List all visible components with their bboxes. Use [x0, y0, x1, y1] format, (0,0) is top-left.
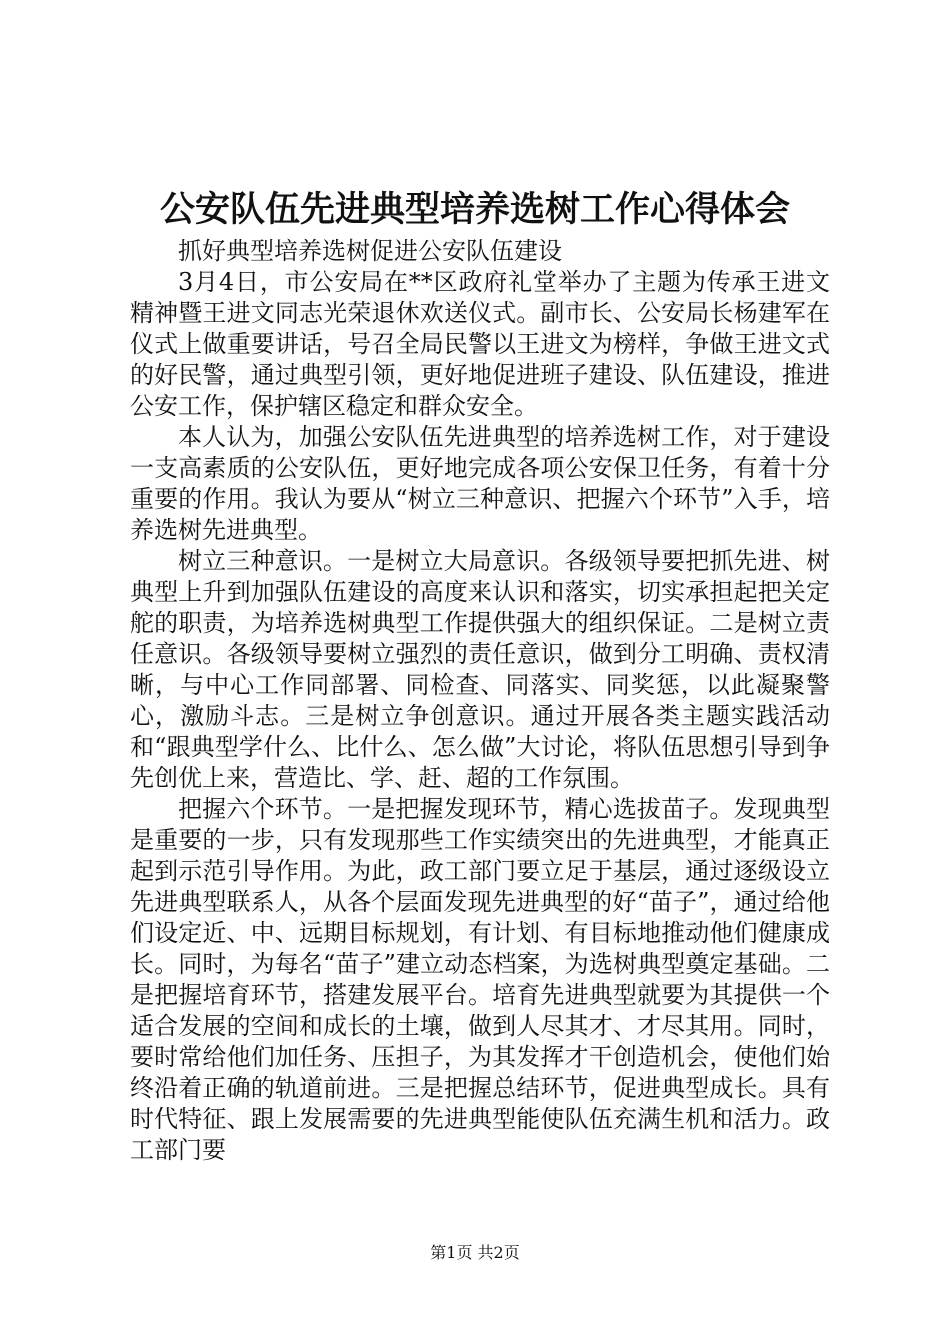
- page-footer: 第1页 共2页: [430, 1243, 520, 1262]
- document-body: [130, 236, 830, 1166]
- subtitle-paragraph: 抓好典型培养选树促进公安队伍建设: [178, 237, 562, 265]
- body-paragraph: 3月4日，市公安局在**区政府礼堂举办了主题为传承王进文精神暨王进文同志光荣退休欢送仪式。副市长、公安局长杨建军在仪式上做重要讲话，号召全局民警以王进文为榜样，争做王进文式的好民警，通过典型引领，更好地促进班子建设、队伍建设，推进公安工作，保护辖区稳定和群众安全。: [130, 268, 830, 420]
- body-paragraph: 把握六个环节。一是把握发现环节，精心选拔苗子。发现典型是重要的一步，只有发现那些工作实绩突出的先进典型，才能真正起到示范引导作用。为此，政工部门要立足于基层，通过逐级设立先进典型联系人，从各个层面发现先进典型的好“苗子”，通过给他们设定近、中、远期目标规划，有计划、有目标地推动他们健康成长。同时，为每名“苗子”建立动态档案，为选树典型奠定基础。二是把握培育环节，搭建发展平台。培育先进典型就要为其提供一个适合发展的空间和成长的土壤，做到人尽其才、才尽其用。同时，要时常给他们加任务、压担子，为其发挥才干创造机会，使他们始终沿着正确的轨道前进。三是把握总结环节，促进典型成长。具有时代特征、跟上发展需要的先进典型能使队伍充满生机和活力。政工部门要: [130, 795, 830, 1164]
- body-paragraph: 树立三种意识。一是树立大局意识。各级领导要把抓先进、树典型上升到加强队伍建设的高度来认识和落实，切实承担起把关定舵的职责，为培养选树典型工作提供强大的组织保证。二是树立责任意识。各级领导要树立强烈的责任意识，做到分工明确、责权清晰，与中心工作同部署、同检查、同落实、同奖惩，以此凝聚警心，激励斗志。三是树立争创意识。通过开展各类主题实践活动和“跟典型学什么、比什么、怎么做”大讨论，将队伍思想引导到争先创优上来，营造比、学、赶、超的工作氛围。: [130, 547, 830, 792]
- body-paragraph: 本人认为，加强公安队伍先进典型的培养选树工作，对于建设一支高素质的公安队伍，更好地完成各项公安保卫任务，有着十分重要的作用。我认为要从“树立三种意识、把握六个环节”入手，培养选树先进典型。: [130, 423, 830, 544]
- document-title: 公安队伍先进典型培养选树工作心得体会: [159, 189, 790, 230]
